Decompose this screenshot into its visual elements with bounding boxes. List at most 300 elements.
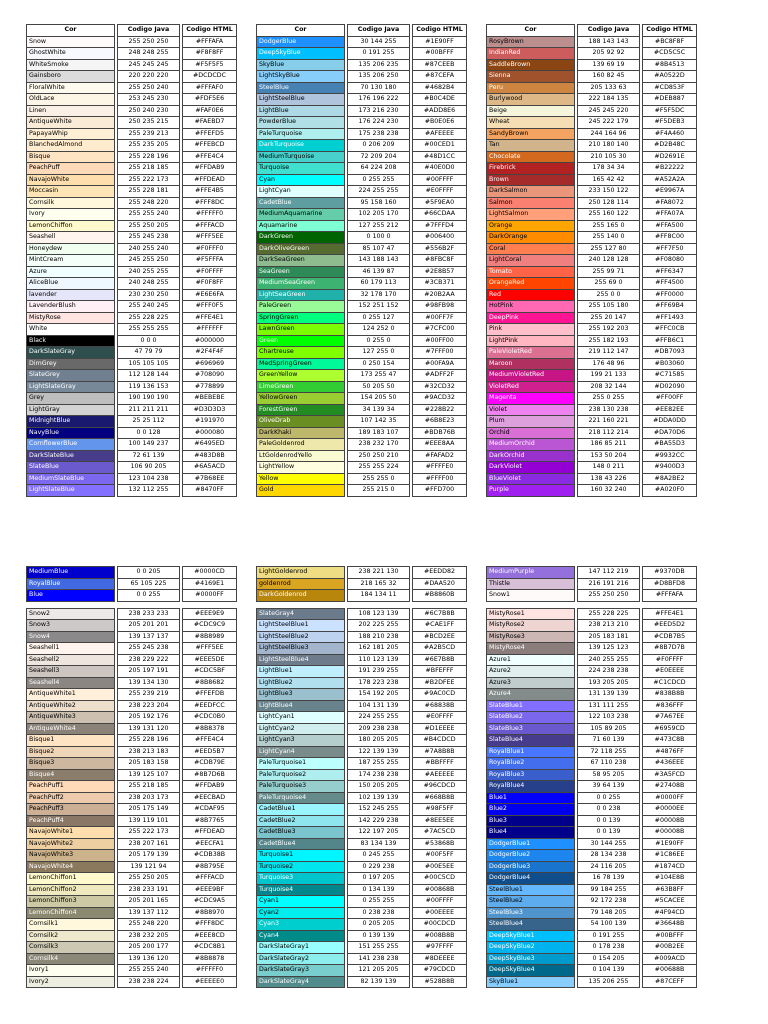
color-swatch-name: SlateBlue3 [487,723,575,735]
java-code: 188 143 143 [578,36,640,48]
java-code: 150 205 205 [348,781,410,793]
color-swatch-name: Salmon [487,197,575,209]
html-code: #4682B4 [413,82,467,94]
html-code: #27408B [643,781,697,793]
html-code: #F0F8FF [183,278,237,290]
java-code: 135 206 235 [348,59,410,71]
color-swatch-name: YellowGreen [257,393,345,405]
color-swatch-name: Blue1 [487,792,575,804]
html-code: #FF0000 [643,289,697,301]
color-swatch-name: Gainsboro [27,71,115,83]
color-swatch-name: FloralWhite [27,82,115,94]
table-row [257,347,467,359]
table-row [27,255,237,267]
html-code: #F5F5DC [643,105,697,117]
html-code: #F0FFF0 [183,243,237,255]
row-gap [487,601,697,608]
java-code: 186 85 211 [578,439,640,451]
color-swatch-name: Yellow [257,473,345,485]
color-swatch-name: LightCoral [487,255,575,267]
java-code: 240 255 255 [118,266,180,278]
color-swatch-name: Snow4 [27,631,115,643]
java-code: 184 134 11 [348,590,410,602]
color-swatch-name: Turquoise1 [257,850,345,862]
html-code: #BA55D3 [643,439,697,451]
table-row [27,873,237,885]
table-row [487,666,697,678]
table-row [257,485,467,497]
table-row [257,712,467,724]
java-code: 95 158 160 [348,197,410,209]
color-swatch-name: DarkSalmon [487,186,575,198]
color-swatch-name: LightCyan4 [257,746,345,758]
table-row [27,643,237,655]
html-code: #4876FF [643,746,697,758]
table-row [27,381,237,393]
table-row [27,620,237,632]
html-code: #528B8B [413,976,467,988]
java-code: 106 90 205 [118,462,180,474]
color-swatch-name: NavajoWhite4 [27,861,115,873]
java-code: 176 196 222 [348,94,410,106]
table-row [257,450,467,462]
java-code: 0 0 128 [118,427,180,439]
color-swatch-name: DeepSkyBlue2 [487,942,575,954]
color-swatch-name: LightCyan1 [257,712,345,724]
java-code: 160 32 240 [578,485,640,497]
table-row [257,700,467,712]
java-code: 141 238 238 [348,953,410,965]
java-code: 245 245 220 [578,105,640,117]
java-code: 240 255 255 [578,654,640,666]
java-code: 255 255 240 [118,965,180,977]
html-code: #CDC9A5 [183,896,237,908]
color-swatch-name: Cyan4 [257,930,345,942]
table-row [487,884,697,896]
table-row [27,232,237,244]
html-code: #4169E1 [183,578,237,590]
html-code: #FFDAB9 [183,781,237,793]
java-code: 0 255 255 [348,174,410,186]
java-code: 255 250 240 [118,82,180,94]
color-swatch-name: Gold [257,485,345,497]
html-code: #9932CC [643,450,697,462]
color-swatch-name: OrangeRed [487,278,575,290]
java-code: 0 0 139 [578,827,640,839]
java-code: 0 255 255 [348,896,410,908]
html-code: #FFF8DC [183,197,237,209]
html-code: #F5DEB3 [643,117,697,129]
html-code: #CD853F [643,82,697,94]
color-swatch-name: MistyRose1 [487,608,575,620]
table-row [487,335,697,347]
color-swatch-name: Plum [487,416,575,428]
table-row [257,220,467,232]
color-swatch-name: CadetBlue [257,197,345,209]
table-row [487,930,697,942]
java-code: 255 248 220 [118,197,180,209]
html-code: #8DEEEE [413,953,467,965]
java-code: 24 116 205 [578,861,640,873]
html-code: #FFA07A [643,209,697,221]
html-code: #00B2EE [643,942,697,954]
html-code: #00F5FF [413,850,467,862]
html-code: #0000EE [643,804,697,816]
table-row [257,140,467,152]
table-row [27,71,237,83]
color-swatch-name: DodgerBlue [257,36,345,48]
java-code: 224 238 238 [578,666,640,678]
html-code: #00FFFF [413,896,467,908]
html-code: #104E8B [643,873,697,885]
color-swatch-name: DarkSeaGreen [257,255,345,267]
color-swatch-name: Black [27,335,115,347]
html-code: #D2B48C [643,140,697,152]
java-code: 124 252 0 [348,324,410,336]
color-swatch-name: RosyBrown [487,36,575,48]
html-code: #696969 [183,358,237,370]
color-table-5 [256,566,467,988]
html-code: #B0C4DE [413,94,467,106]
gap-cell [27,601,237,608]
color-swatch-name: DeepSkyBlue1 [487,930,575,942]
table-row [27,942,237,954]
java-code: 122 139 139 [348,746,410,758]
html-code: #00688B [643,965,697,977]
java-code: 202 225 255 [348,620,410,632]
table-row [257,590,467,602]
color-swatch-name: PeachPuff1 [27,781,115,793]
color-swatch-name: Tan [487,140,575,152]
table-row [27,48,237,60]
color-swatch-name: Turquoise [257,163,345,175]
color-swatch-name: LightSteelBlue4 [257,654,345,666]
html-code: #FAF0E6 [183,105,237,117]
html-code: #B22222 [643,163,697,175]
color-swatch-name: DarkSlateGray3 [257,965,345,977]
html-code: #FAFAD2 [413,450,467,462]
table-row [27,427,237,439]
table-row [487,567,697,579]
color-swatch-name: BlanchedAlmond [27,140,115,152]
html-code: #6E7B8B [413,654,467,666]
table-row [27,567,237,579]
html-code: #7B68EE [183,473,237,485]
html-code: #8FBC8F [413,255,467,267]
java-code: 255 239 219 [118,689,180,701]
color-swatch-name: DodgerBlue4 [487,873,575,885]
html-code: #36648B [643,919,697,931]
color-swatch-name: SteelBlue2 [487,896,575,908]
html-code: #EED5D2 [643,620,697,632]
html-code: #6B8E23 [413,416,467,428]
color-swatch-name: MedSpringGreen [257,358,345,370]
html-code: #FFDEAD [183,827,237,839]
java-code: 255 218 185 [118,163,180,175]
table-row [27,781,237,793]
java-code: 0 154 205 [578,953,640,965]
html-code: #CAE1FF [413,620,467,632]
java-code: 0 139 139 [348,930,410,942]
java-code: 193 205 205 [578,677,640,689]
java-code: 139 137 112 [118,907,180,919]
color-table-1 [26,24,237,497]
html-code: #FFE4C4 [183,735,237,747]
table-row [257,643,467,655]
table-row [27,324,237,336]
html-code: #FF4500 [643,278,697,290]
color-swatch-name: Orange [487,220,575,232]
java-code: 0 191 255 [578,930,640,942]
html-code: #9400D3 [643,462,697,474]
table-row [27,335,237,347]
color-swatch-name: Bisque1 [27,735,115,747]
color-swatch-name: Azure3 [487,677,575,689]
color-swatch-name: SlateBlue [27,462,115,474]
color-swatch-name: Violet [487,404,575,416]
html-code: #00FF00 [413,335,467,347]
java-code: 65 105 225 [118,578,180,590]
java-code: 176 48 96 [578,358,640,370]
table-row [27,473,237,485]
color-table-6 [486,566,697,988]
table-row [27,289,237,301]
color-swatch-name: Linen [27,105,115,117]
header-html: Codigo HTML [183,25,237,37]
java-code: 255 255 0 [348,473,410,485]
table-row [27,578,237,590]
color-swatch-name: DeepSkyBlue3 [487,953,575,965]
color-swatch-name: PeachPuff [27,163,115,175]
html-code: #9AC0CD [413,689,467,701]
table-row [257,439,467,451]
html-code: #D1EEEE [413,723,467,735]
java-code: 0 100 0 [348,232,410,244]
java-code: 255 228 181 [118,186,180,198]
color-swatch-name: LightSkyBlue [257,71,345,83]
color-swatch-name: PapayaWhip [27,128,115,140]
html-code: #1E90FF [643,838,697,850]
java-code: 174 238 238 [348,769,410,781]
html-code: #FF69B4 [643,301,697,313]
table-row [487,608,697,620]
html-code: #87CEFF [643,976,697,988]
java-code: 165 42 42 [578,174,640,186]
table-row [487,186,697,198]
java-code: 205 175 149 [118,804,180,816]
table-row [257,631,467,643]
table-row [487,976,697,988]
color-swatch-name: LemonChiffon1 [27,873,115,885]
java-code: 139 121 94 [118,861,180,873]
java-code: 30 144 255 [578,838,640,850]
java-code: 248 248 255 [118,48,180,60]
color-swatch-name: MediumPurple [487,567,575,579]
color-swatch-name: AntiqueWhite [27,117,115,129]
html-code: #EED5B7 [183,746,237,758]
java-code: 255 222 173 [118,827,180,839]
html-code: #98F5FF [413,804,467,816]
html-code: #FFFFF0 [183,965,237,977]
color-swatch-name: MistyRose3 [487,631,575,643]
table-row [257,370,467,382]
java-code: 152 245 255 [348,804,410,816]
html-code: #BCD2EE [413,631,467,643]
java-code: 0 197 205 [348,873,410,885]
table-row [257,930,467,942]
java-code: 139 134 130 [118,677,180,689]
java-code: 250 250 210 [348,450,410,462]
html-code: #DDA0DD [643,416,697,428]
table-row [27,301,237,313]
color-swatch-name: DarkViolet [487,462,575,474]
color-swatch-name: GhostWhite [27,48,115,60]
color-swatch-name: SlateGrey [27,370,115,382]
html-code: #63B8FF [643,884,697,896]
java-code: 245 222 179 [578,117,640,129]
table-row [257,59,467,71]
html-code: #1E90FF [413,36,467,48]
html-code: #FFD700 [413,485,467,497]
html-code: #E6E6FA [183,289,237,301]
java-code: 255 255 240 [118,209,180,221]
table-row [487,485,697,497]
table-row [27,919,237,931]
color-swatch-name: PaleVioletRed [487,347,575,359]
color-swatch-name: SeaGreen [257,266,345,278]
color-swatch-name: LtGoldenrodYello [257,450,345,462]
html-code: #00E5EE [413,861,467,873]
color-swatch-name: NavajoWhite [27,174,115,186]
table-row [487,792,697,804]
color-swatch-name: lavender [27,289,115,301]
table-row [487,48,697,60]
color-swatch-name: goldenrod [257,578,345,590]
color-swatch-name: MediumAquamarine [257,209,345,221]
gap-cell [487,601,697,608]
html-code: #008B8B [413,930,467,942]
java-code: 105 89 205 [578,723,640,735]
java-code: 255 0 0 [578,289,640,301]
color-swatch-name: MediumVioletRed [487,370,575,382]
html-code: #B0E0E6 [413,117,467,129]
table-row [257,128,467,140]
color-swatch-name: Honeydew [27,243,115,255]
html-code: #96CDCD [413,781,467,793]
table-row [257,746,467,758]
color-swatch-name: PaleTurquoise4 [257,792,345,804]
color-swatch-name: DarkSlateGray [27,347,115,359]
color-swatch-name: PaleTurquoise1 [257,758,345,770]
table-row [257,976,467,988]
html-code: #8B8378 [183,723,237,735]
html-code: #2E8B57 [413,266,467,278]
html-code: #EECFA1 [183,838,237,850]
table-row [27,59,237,71]
html-code: #FFA500 [643,220,697,232]
color-swatch-name: AntiqueWhite2 [27,700,115,712]
html-code: #CD5C5C [643,48,697,60]
table-row [487,689,697,701]
table-row [487,746,697,758]
table-row [257,850,467,862]
color-swatch-name: PeachPuff3 [27,804,115,816]
table-row [487,312,697,324]
java-code: 32 178 170 [348,289,410,301]
table-row [257,608,467,620]
table-row [27,82,237,94]
table-row [257,71,467,83]
color-swatch-name: CadetBlue3 [257,827,345,839]
html-code: #FFFACD [183,220,237,232]
html-code: #0000CD [183,567,237,579]
color-swatch-name: LightPink [487,335,575,347]
color-swatch-name: Cornsilk [27,197,115,209]
html-code: #DCDCDC [183,71,237,83]
java-code: 0 0 255 [118,590,180,602]
html-code: #DB7093 [643,347,697,359]
html-code: #00868B [413,884,467,896]
color-swatch-name: Chartreuse [257,347,345,359]
java-code: 0 0 255 [578,792,640,804]
color-swatch-name: MediumBlue [27,567,115,579]
color-swatch-name: IndianRed [487,48,575,60]
table-row [487,140,697,152]
color-swatch-name: Purple [487,485,575,497]
html-code: #FA8072 [643,197,697,209]
java-code: 139 131 120 [118,723,180,735]
html-code: #7A67EE [643,712,697,724]
header-java: Codigo Java [118,25,180,37]
html-code: #436EEE [643,758,697,770]
color-swatch-name: SlateBlue4 [487,735,575,747]
table-row [257,942,467,954]
java-code: 255 105 180 [578,301,640,313]
color-swatch-name: WhiteSmoke [27,59,115,71]
table-row [487,301,697,313]
color-swatch-name: MintCream [27,255,115,267]
table-row [487,393,697,405]
table-row [257,804,467,816]
table-row [27,312,237,324]
table-row [487,94,697,106]
table-row [487,255,697,267]
html-code: #7FFF00 [413,347,467,359]
html-code: #CDC8B1 [183,942,237,954]
html-code: #191970 [183,416,237,428]
table-row [487,381,697,393]
color-swatch-name: AntiqueWhite1 [27,689,115,701]
html-code: #AEEEEE [413,769,467,781]
color-swatch-name: Blue [27,590,115,602]
table-row [27,485,237,497]
color-swatch-name: MistyRose2 [487,620,575,632]
html-code: #FF7F50 [643,243,697,255]
table-row [487,873,697,885]
table-row [487,36,697,48]
color-swatch-name: Cyan3 [257,919,345,931]
color-swatch-name: Cornsilk4 [27,953,115,965]
html-code: #CDAF95 [183,804,237,816]
java-code: 107 142 35 [348,416,410,428]
table-row [487,209,697,221]
table-row [487,59,697,71]
color-swatch-name: SpringGreen [257,312,345,324]
java-code: 82 139 139 [348,976,410,988]
java-code: 209 238 238 [348,723,410,735]
java-code: 0 255 127 [348,312,410,324]
table-row [27,815,237,827]
